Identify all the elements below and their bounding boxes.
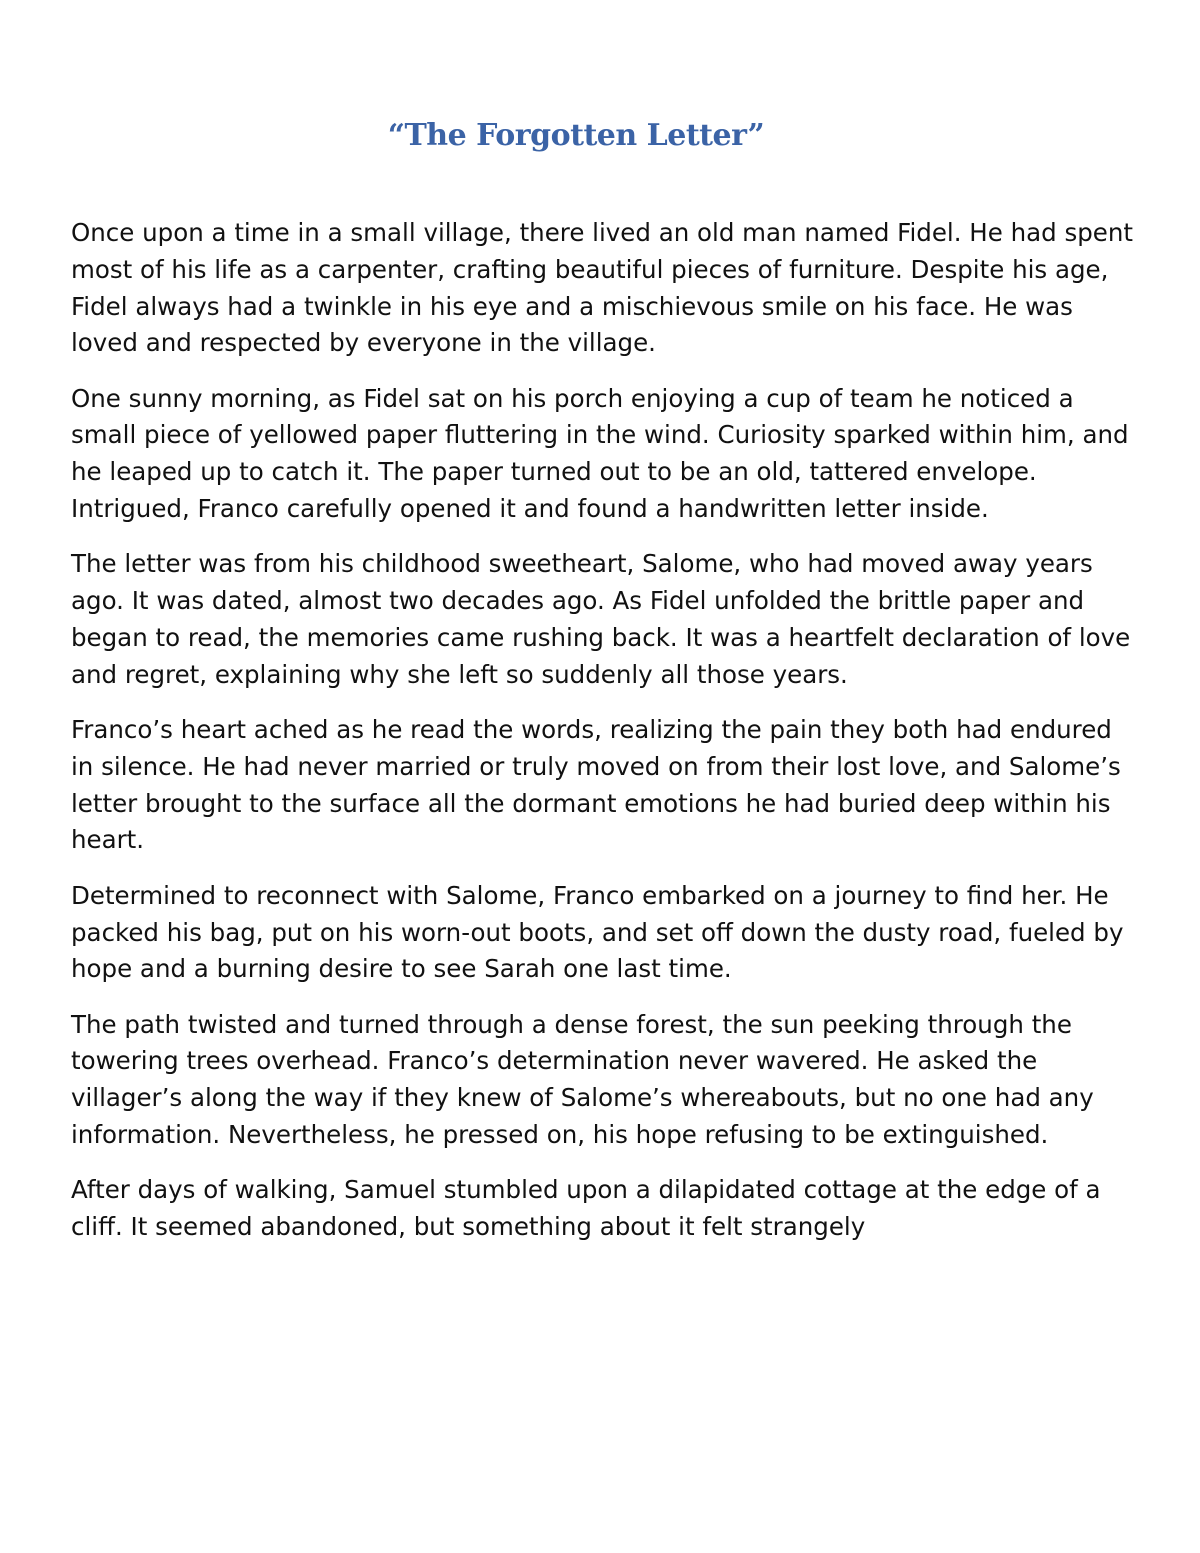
document-body xyxy=(71,215,1141,1264)
paragraph-5: Determined to reconnect with Salome, Franco embarked on a journey to find her. He packed his bag, put on his worn-out boots, and set off down the dusty road, fueled by hope and a burning desire to see Sarah one last time. xyxy=(71,880,1124,984)
paragraph-4: Franco’s heart ached as he read the words, realizing the pain they both had endured in silence. He had never married or truly moved on from their lost love, and Salome’s letter brought to the surface all the dormant emotions he had buried deep within his heart. xyxy=(71,715,1121,855)
paragraph-7: After days of walking, Samuel stumbled upon a dilapidated cottage at the edge of a cliff. It seemed abandoned, but something about it felt strangely xyxy=(71,1175,1101,1242)
paragraph-2: One sunny morning, as Fidel sat on his porch enjoying a cup of team he noticed a small piece of yellowed paper fluttering in the wind. Curiosity sparked within him, and he leaped up to catch it. The paper turned out to be an old, tattered envelope. Intrigued, Franco carefully opened it and found a handwritten letter inside. xyxy=(71,383,1129,524)
paragraph-1: Once upon a time in a small village, there lived an old man named Fidel. He had spent most of his life as a carpenter, crafting beautiful pieces of furniture. Despite his age, Fidel always had a twinkle in his eye and a mischievous smile on his face. He was loved and respected by everyone in the village. xyxy=(71,218,1133,358)
paragraph-3: The letter was from his childhood sweetheart, Salome, who had moved away years ago. It was dated, almost two decades ago. As Fidel unfolded the brittle paper and began to read, the memories came rushing back. It was a heartfelt declaration of love and regret, explaining why she left so suddenly all those years. xyxy=(71,549,1131,689)
document-title: “The Forgotten Letter” xyxy=(387,118,765,153)
paragraph-6: The path twisted and turned through a dense forest, the sun peeking through the towering trees overhead. Franco’s determination never wavered. He asked the villager’s along the way if they knew of Salome’s whereabouts, but no one had any information. Nevertheless, he pressed on, his hope refusing to be extinguished. xyxy=(71,1009,1094,1150)
